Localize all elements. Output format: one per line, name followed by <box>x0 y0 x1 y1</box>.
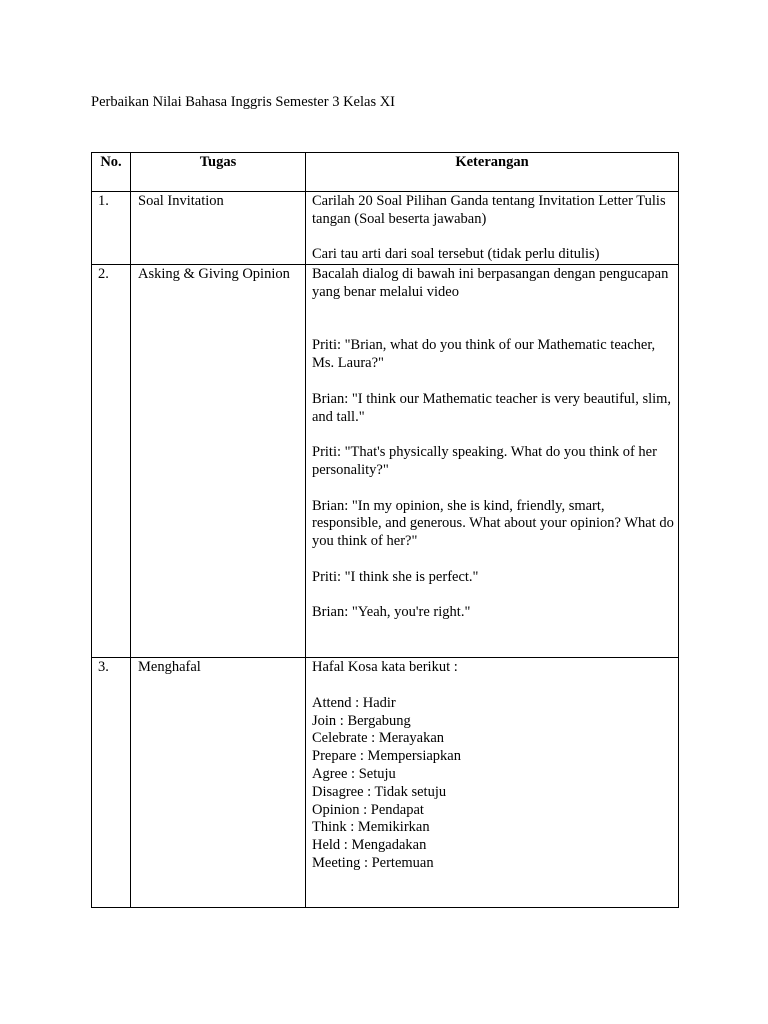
description-cell <box>306 658 679 908</box>
dialog-line: Brian: "In my opinion, she is kind, friendly, smart, responsible, and generous. What about your opinion? What do you think of her?" <box>312 497 674 550</box>
table-row <box>92 265 679 658</box>
vocab-item: Held : Mengadakan <box>312 837 427 854</box>
vocab-item: Attend : Hadir <box>312 694 396 711</box>
column-header-task: Tugas <box>131 153 306 192</box>
description-paragraph: Bacalah dialog di bawah ini berpasangan dengan pengucapan yang benar melalui video <box>312 266 669 300</box>
vocab-item: Opinion : Pendapat <box>312 801 424 818</box>
vocab-item: Meeting : Pertemuan <box>312 854 434 871</box>
description-paragraph: Hafal Kosa kata berikut : <box>312 659 458 676</box>
dialog-line: Priti: "Brian, what do you think of our Mathematic teacher, Ms. Laura?" <box>312 337 656 372</box>
description-cell <box>306 192 679 265</box>
vocab-item: Prepare : Mempersiapkan <box>312 748 461 765</box>
task-cell: Soal Invitation <box>131 192 306 265</box>
description-paragraph: Cari tau arti dari soal tersebut (tidak perlu ditulis) <box>312 246 600 263</box>
description-cell <box>306 265 679 658</box>
dialog-line: Brian: "I think our Mathematic teacher is very beautiful, slim, and tall." <box>312 390 672 425</box>
row-number-cell: 3. <box>92 658 131 908</box>
vocab-item: Think : Memikirkan <box>312 819 430 836</box>
column-header-no: No. <box>92 153 131 192</box>
table-row <box>92 658 679 908</box>
table-header-row <box>92 153 679 192</box>
row-number-cell: 1. <box>92 192 131 265</box>
dialog-line: Priti: "I think she is perfect." <box>312 568 479 585</box>
page-title: Perbaikan Nilai Bahasa Inggris Semester 3 Kelas XI <box>91 94 396 110</box>
vocab-item: Celebrate : Merayakan <box>312 730 445 747</box>
table-row <box>92 192 679 265</box>
vocab-item: Agree : Setuju <box>312 765 396 782</box>
dialog-line: Priti: "That's physically speaking. What do you think of her personality?" <box>312 444 657 478</box>
column-header-description: Keterangan <box>306 153 679 192</box>
vocab-item: Join : Bergabung <box>312 712 411 729</box>
task-table <box>91 152 679 908</box>
task-cell: Asking & Giving Opinion <box>131 265 306 658</box>
row-number-cell: 2. <box>92 265 131 658</box>
task-cell: Menghafal <box>131 658 306 908</box>
dialog-line: Brian: "Yeah, you're right." <box>312 604 471 621</box>
vocab-item: Disagree : Tidak setuju <box>312 783 447 800</box>
description-paragraph: Carilah 20 Soal Pilihan Ganda tentang Invitation Letter Tulis tangan (Soal beserta jawaban) <box>312 193 666 227</box>
